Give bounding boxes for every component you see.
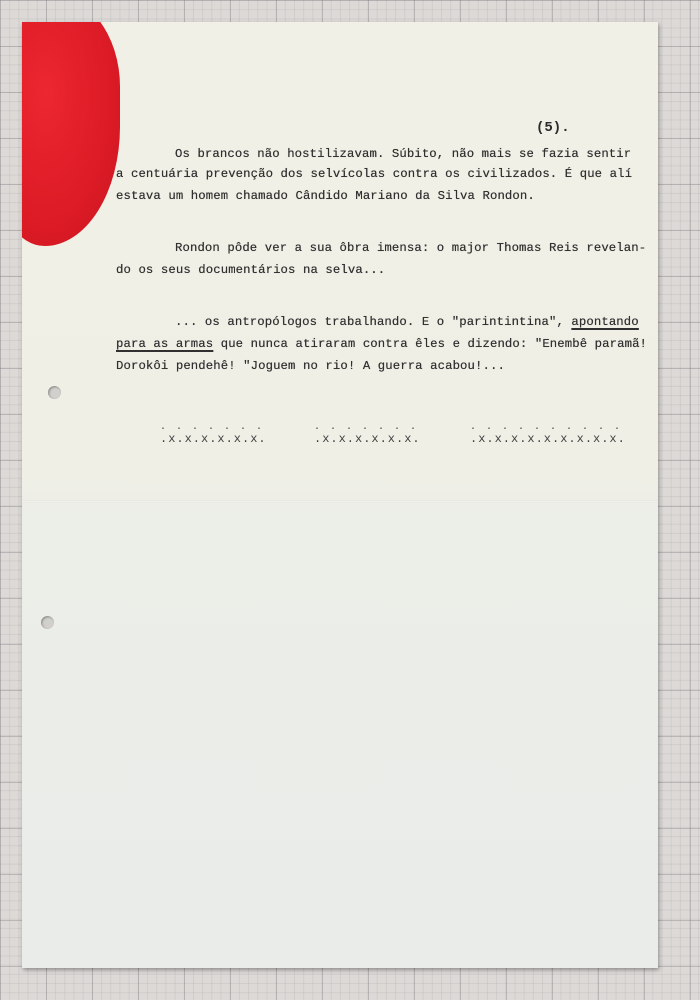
separator-right-bottom: .x.x.x.x.x.x.x.x.x. [470,432,626,446]
paragraph-3-intro: ... os antropólogos trabalhando. E o "parintintina", [175,315,564,329]
separator-left-top: . . . . . . . [160,422,265,433]
underlined-apontando: apontando [571,315,639,329]
punch-hole-upper [48,386,61,399]
punch-hole-lower [41,616,54,629]
paragraph-3-line-2-rest: que nunca atiraram contra êles e dizendo: "Enembê paramã! [213,337,648,351]
separator-right [470,424,626,446]
paragraph-1-line-3: estava um homem chamado Cândido Mariano da Silva Rondon. [116,189,535,203]
paragraph-1-line-1: Os brancos não hostilizavam. Súbito, não mais se fazia sentir [175,147,632,161]
paragraph-3-line-1 [175,315,639,329]
page-number: (5). [536,120,570,136]
paragraph-2-line-2: do os seus documentários na selva... [116,263,386,277]
separator-middle-top: . . . . . . . [314,422,419,433]
separator-left-bottom: .x.x.x.x.x.x. [160,432,267,446]
separator-left [160,424,267,446]
paragraph-3-line-3: Dorokôi pendehê! "Joguem no rio! A guerra acabou!... [116,359,505,373]
paragraph-1-line-2: a centuária prevenção dos selvícolas contra os civilizados. É que alí [116,167,633,181]
typewritten-page [22,22,658,968]
paper-fold-line [22,500,658,503]
separator-middle [314,424,421,446]
red-wax-seal [22,22,120,246]
separator-right-top: . . . . . . . . . . [470,422,623,433]
underlined-para-as-armas: para as armas [116,337,214,351]
paragraph-3-line-2 [116,337,647,351]
separator-middle-bottom: .x.x.x.x.x.x. [314,432,421,446]
paragraph-2-line-1: Rondon pôde ver a sua ôbra imensa: o major Thomas Reis revelan- [175,241,647,255]
